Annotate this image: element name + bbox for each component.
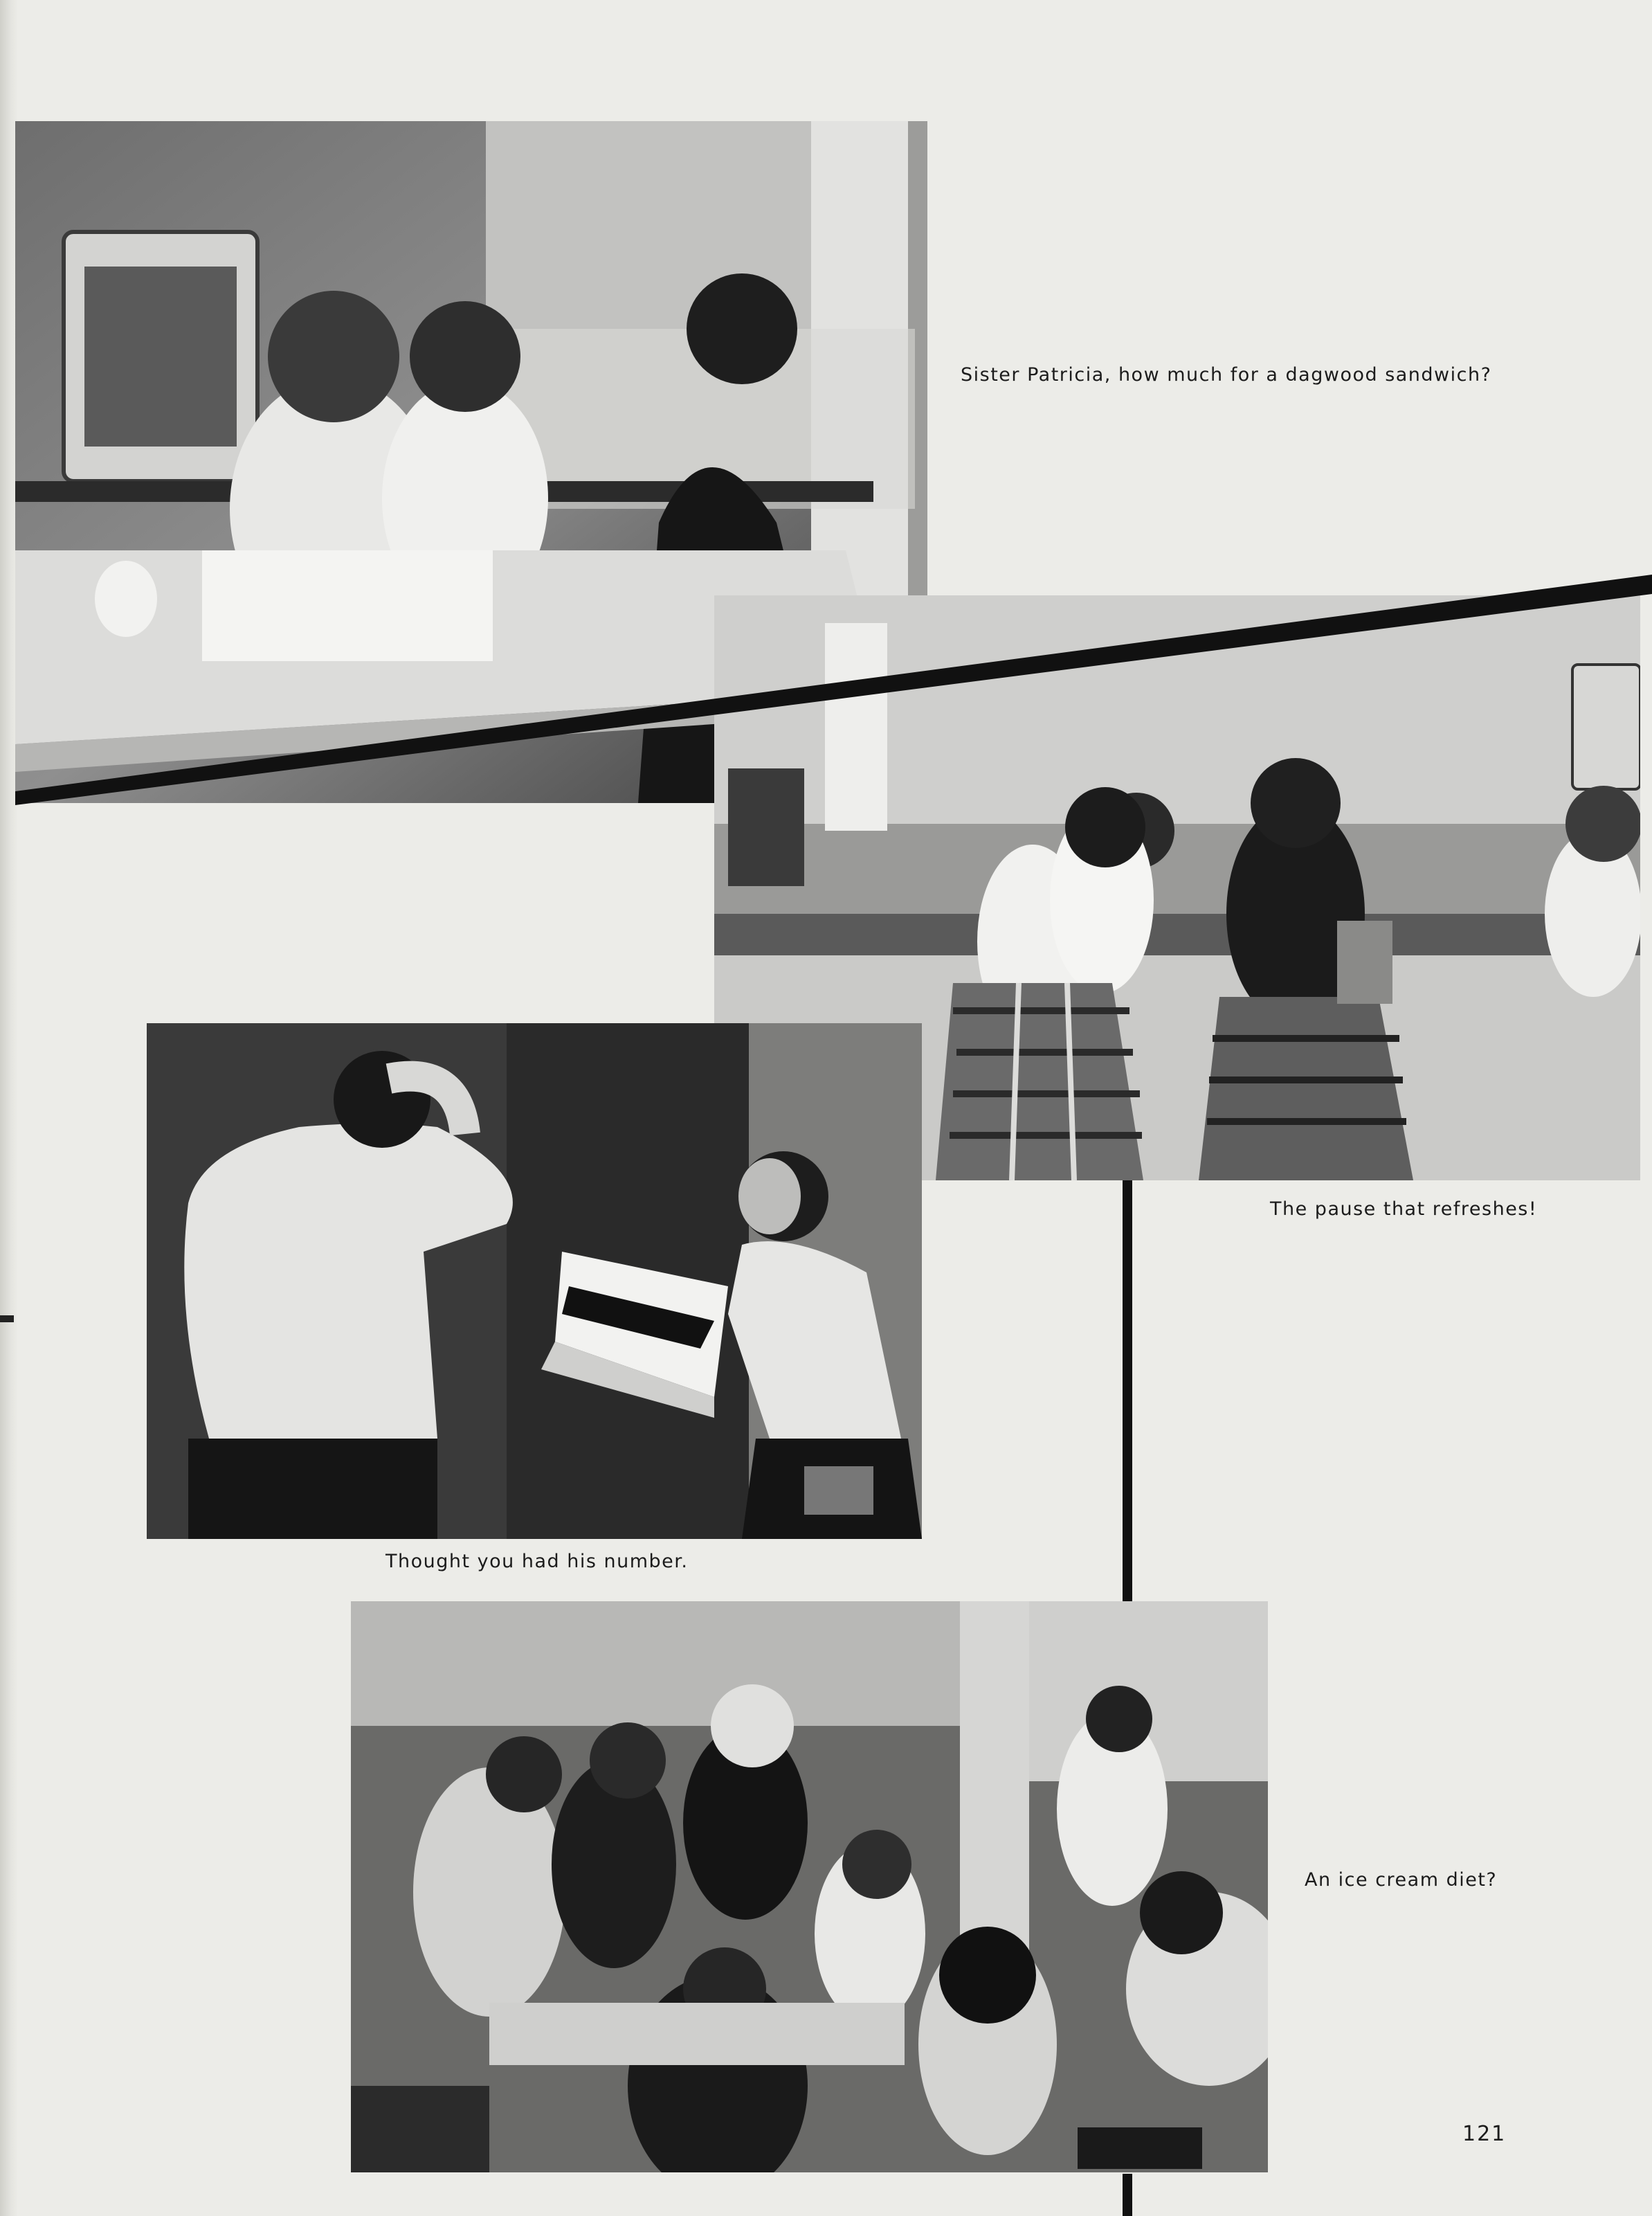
binding-mark	[0, 1315, 14, 1322]
page-number: 121	[1462, 2122, 1507, 2146]
vertical-rule-upper	[1123, 1180, 1132, 1603]
caption-sister-patricia: Sister Patricia, how much for a dagwood sandwich?	[961, 364, 1492, 386]
caption-ice-cream: An ice cream diet?	[1305, 1869, 1498, 1891]
caption-thought-number: Thought you had his number.	[385, 1551, 689, 1572]
caption-pause: The pause that refreshes!	[1270, 1198, 1538, 1220]
vertical-rule-lower	[1123, 2174, 1132, 2216]
photo-cafeteria	[351, 1601, 1268, 2172]
photo-lectern	[147, 1023, 922, 1539]
